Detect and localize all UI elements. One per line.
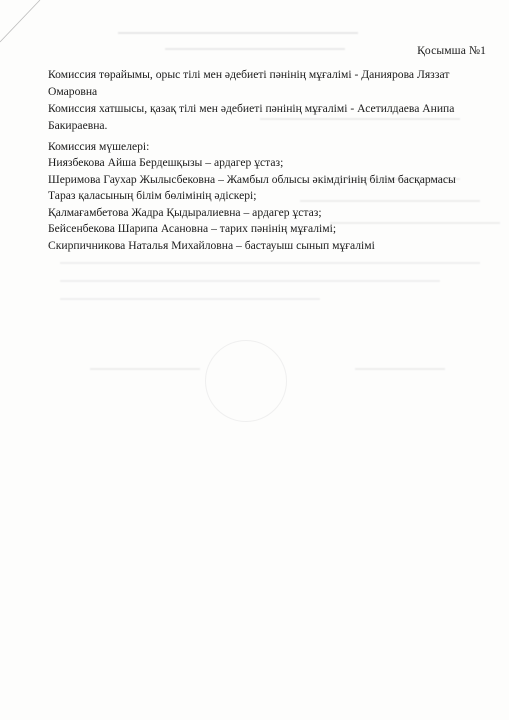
- member-line: Бейсенбекова Шарипа Асановна – тарих пәнінің мұғалімі;: [48, 222, 337, 235]
- show-through-line: [165, 48, 345, 50]
- member-line: Скирпичникова Наталья Михайловна – бастауыш сынып мұғалімі: [48, 238, 375, 252]
- chair-paragraph: [48, 67, 488, 100]
- show-through-line: [118, 32, 358, 34]
- member-line: Тараз қаласының білім бөлімінің әдіскері;: [48, 189, 257, 202]
- member-line: Ниязбекова Айша Бердешқызы – ардагер ұстаз;: [48, 156, 284, 169]
- secretary-line: Комиссия хатшысы, қазақ тілі мен әдебиеті пәнінің мұғалімі - Асетилдаева Анипа: [48, 102, 455, 115]
- member-line: Шеримова Гаухар Жылысбековна – Жамбыл облысы әкімдігінің білім басқармасы: [48, 172, 456, 186]
- folded-corner-mark: [0, 0, 60, 60]
- members-heading: Комиссия мүшелері:: [48, 140, 150, 153]
- members-list: [48, 155, 488, 254]
- secretary-paragraph: [48, 101, 488, 134]
- secretary-line: Бакираевна.: [48, 118, 108, 132]
- show-through-line: [90, 368, 200, 370]
- show-through-stamp: [205, 340, 287, 422]
- show-through-line: [355, 368, 445, 370]
- show-through-line: [60, 262, 480, 264]
- member-line: Қалмағамбетова Жадра Қыдыралиевна – ардагер ұстаз;: [48, 205, 322, 219]
- appendix-label: Қосымша №1: [417, 44, 486, 57]
- show-through-line: [60, 298, 320, 300]
- chair-line: Комиссия төрайымы, орыс тілі мен әдебиеті пәнінің мұғалімі - Даниярова Ляззат: [48, 68, 450, 81]
- show-through-line: [60, 280, 440, 282]
- chair-line: Омаровна: [48, 84, 98, 98]
